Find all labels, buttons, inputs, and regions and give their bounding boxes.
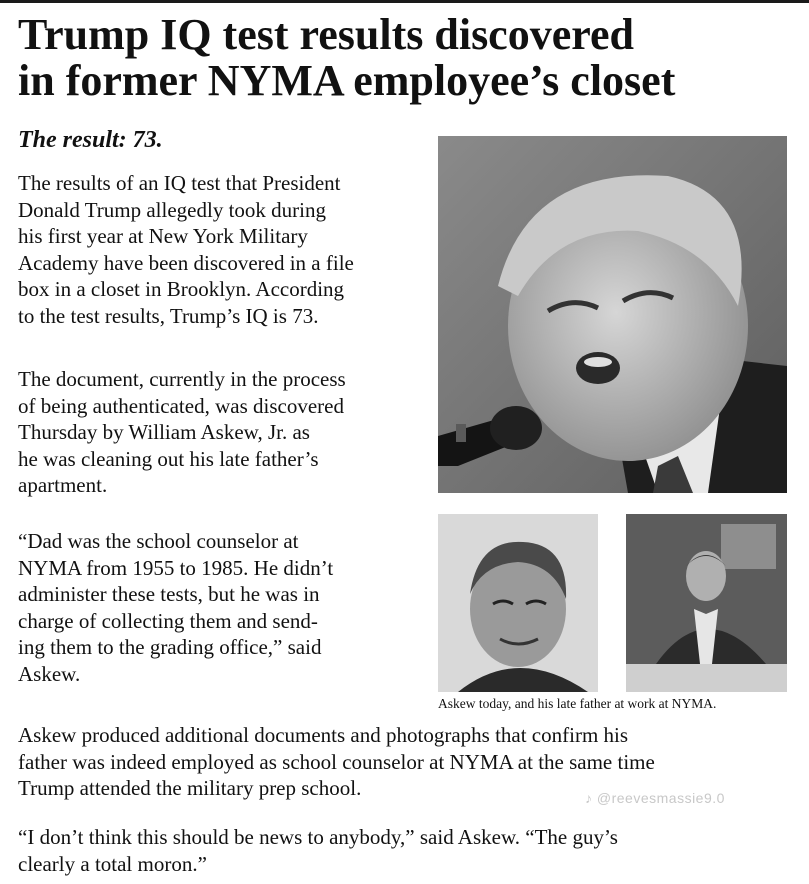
p3-line: charge of collecting them and send- — [18, 608, 318, 633]
p3-line: ing them to the grading office,” said — [18, 635, 322, 659]
paragraph-3 — [18, 528, 423, 687]
p3-line: administer these tests, but he was in — [18, 582, 320, 606]
p2-line: he was cleaning out his late father’s — [18, 446, 319, 471]
p1-line: to the test results, Trump’s IQ is 73. — [18, 303, 319, 328]
speaker-photo — [438, 136, 787, 493]
photo-caption: Askew today, and his late father at work at NYMA. — [438, 696, 717, 711]
p2-line: Thursday by William Askew, Jr. as — [18, 420, 310, 444]
headline — [18, 12, 798, 104]
p4-line: father was indeed employed as school counselor at NYMA at the same time — [18, 749, 655, 774]
headline-line-1: Trump IQ test results discovered — [18, 10, 634, 59]
p3-line: “Dad was the school counselor at — [18, 529, 299, 553]
p1-line: box in a closet in Brooklyn. According — [18, 277, 345, 301]
paragraph-2 — [18, 366, 418, 499]
p2-line: of being authenticated, was discovered — [18, 393, 344, 418]
p3-line: NYMA from 1955 to 1985. He didn’t — [18, 555, 334, 580]
late-father-photo — [626, 514, 787, 692]
askew-today-illustration — [438, 514, 598, 692]
watermark: ♪ @reevesmassie9.0 — [585, 790, 725, 806]
p2-line: apartment. — [18, 473, 108, 497]
p2-line: The document, currently in the process — [18, 367, 346, 391]
p1-line: his first year at New York Military — [18, 224, 308, 248]
askew-today-photo — [438, 514, 598, 692]
p4-line: Trump attended the military prep school. — [18, 776, 362, 800]
top-rule — [0, 0, 809, 3]
p1-line: The results of an IQ test that President — [18, 171, 341, 195]
p1-line: Academy have been discovered in a file — [18, 250, 354, 275]
p4-line: Askew produced additional documents and photographs that confirm his — [18, 723, 629, 747]
p1-line: Donald Trump allegedly took during — [18, 197, 326, 222]
paragraph-1 — [18, 170, 418, 329]
subhead: The result: 73. — [18, 127, 163, 153]
late-father-illustration — [626, 514, 787, 692]
speaker-photo-illustration — [438, 136, 787, 493]
paragraph-5 — [18, 824, 798, 877]
headline-line-2: in former NYMA employee’s closet — [18, 56, 676, 105]
p5-line: clearly a total moron.” — [18, 851, 207, 876]
p3-line: Askew. — [18, 661, 81, 686]
p5-line: “I don’t think this should be news to anybody,” said Askew. “The guy’s — [18, 825, 618, 849]
